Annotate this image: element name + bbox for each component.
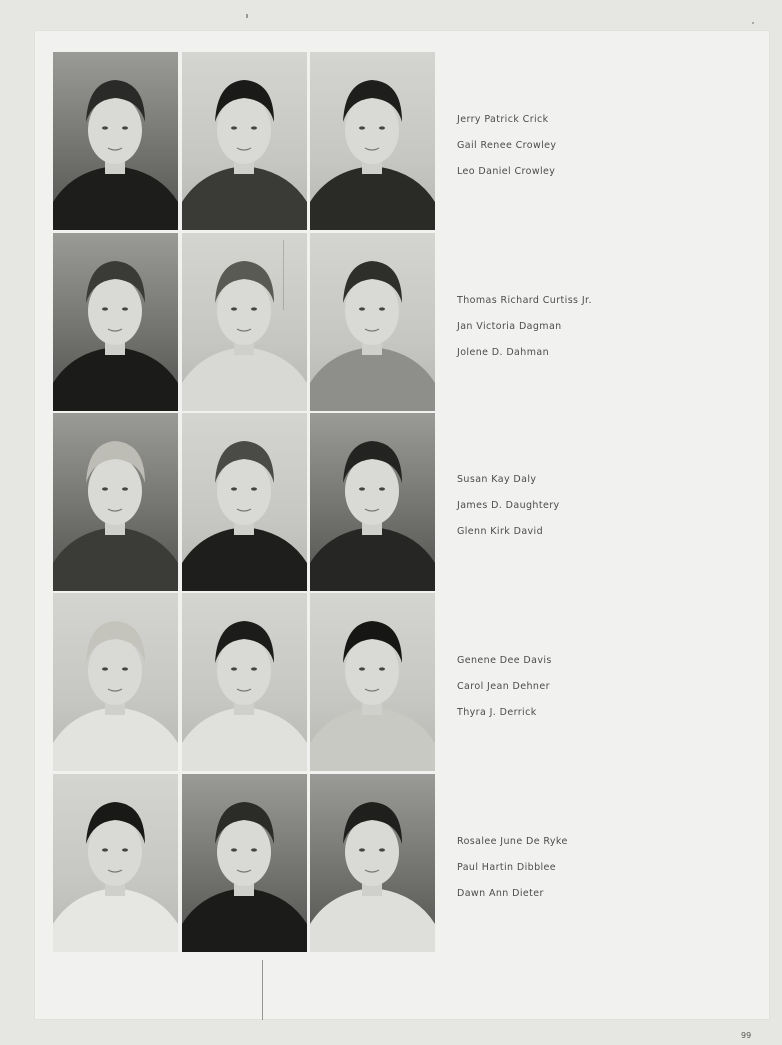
- stray-line: [283, 240, 284, 310]
- student-name: Genene Dee Davis: [457, 655, 552, 666]
- portrait-photo: [182, 52, 307, 230]
- student-name: Paul Hartin Dibblee: [457, 862, 557, 873]
- student-name: Jan Victoria Dagman: [457, 321, 562, 332]
- name-block: [457, 107, 556, 185]
- portrait-photo: [53, 413, 178, 591]
- student-name: Leo Daniel Crowley: [457, 166, 556, 177]
- student-name: Rosalee June De Ryke: [457, 836, 568, 847]
- name-block: [457, 829, 568, 907]
- portrait-photo: [182, 233, 307, 411]
- portrait-photo: [310, 774, 435, 952]
- portrait-photo: [53, 233, 178, 411]
- portrait-photo: [310, 52, 435, 230]
- page-number: 99: [741, 1031, 752, 1040]
- portrait-photo: [53, 593, 178, 771]
- name-block: [457, 467, 560, 545]
- student-name: Dawn Ann Dieter: [457, 888, 544, 899]
- portrait-photo: [182, 593, 307, 771]
- stray-line: [262, 960, 263, 1020]
- portrait-photo: [310, 413, 435, 591]
- student-name: Thomas Richard Curtiss Jr.: [457, 295, 592, 306]
- student-name: Glenn Kirk David: [457, 526, 544, 537]
- student-name: Jerry Patrick Crick: [457, 114, 549, 125]
- portrait-photo: [182, 774, 307, 952]
- student-name: Gail Renee Crowley: [457, 140, 557, 151]
- student-name: Jolene D. Dahman: [457, 347, 549, 358]
- student-name: Thyra J. Derrick: [457, 707, 537, 718]
- student-name: James D. Daughtery: [457, 500, 560, 511]
- student-name: Susan Kay Daly: [457, 474, 537, 485]
- portrait-photo: [310, 593, 435, 771]
- name-block: [457, 648, 552, 726]
- portrait-photo: [53, 774, 178, 952]
- student-name: Carol Jean Dehner: [457, 681, 550, 692]
- name-block: [457, 288, 592, 366]
- print-mark: [246, 14, 248, 18]
- print-mark: [752, 22, 754, 24]
- portrait-photo: [310, 233, 435, 411]
- portrait-photo: [182, 413, 307, 591]
- portrait-photo: [53, 52, 178, 230]
